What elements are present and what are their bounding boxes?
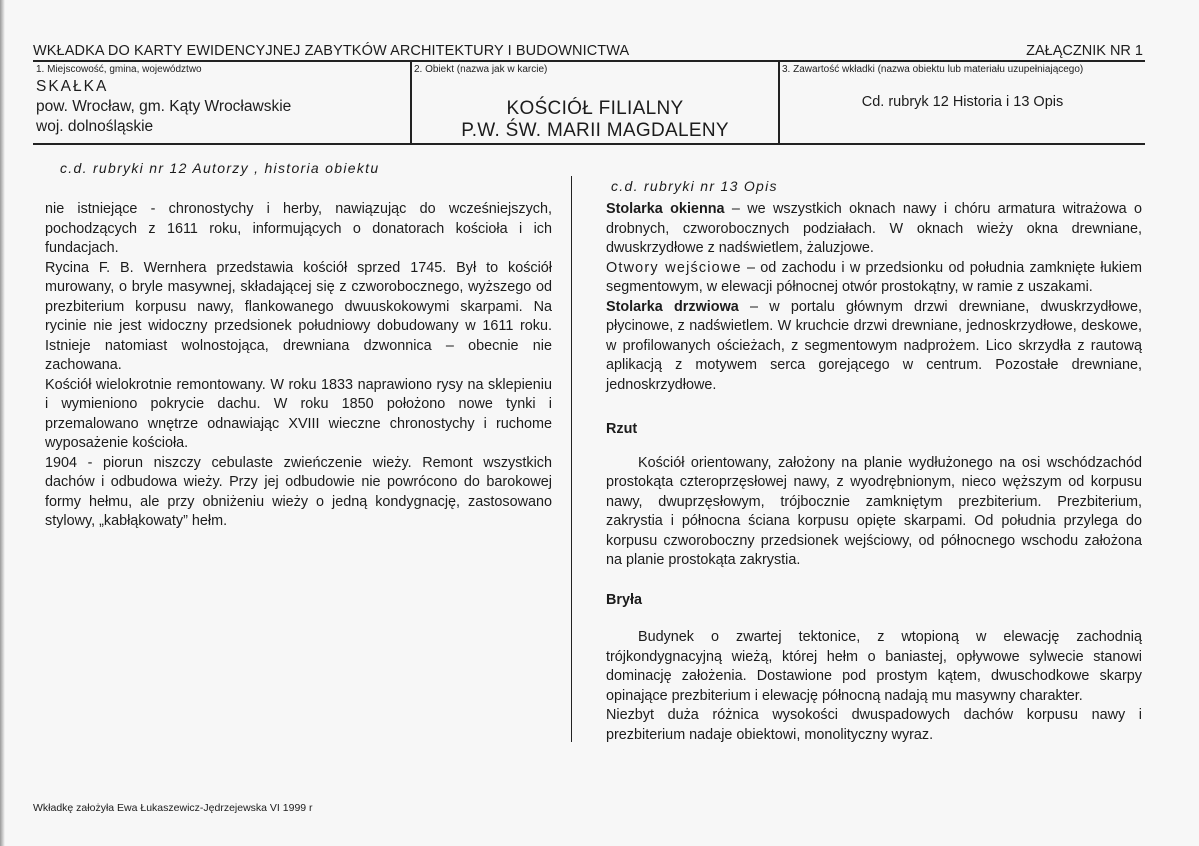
right-section-heading: c.d. rubryki nr 13 Opis [611, 178, 778, 194]
entrances-title: Otwory wejściowe [606, 259, 742, 276]
object-name-line1: KOŚCIÓŁ FILIALNY [506, 98, 684, 119]
description-text [606, 200, 1142, 745]
header-top-rule [33, 60, 1145, 62]
column-divider [571, 176, 572, 742]
object-name-line2: P.W. ŚW. MARII MAGDALENY [461, 120, 729, 141]
history-paragraph: 1904 - piorun niszczy cebulaste zwieńczenie wieży. Remont wszystkich dachów i odbudowa wieży. Przy jej odbudowie nie powrócono do barokowej formy hełmu, ale przy obniżeniu wieży o jedną kondygnację, zastosowano stylowy, „kabłąkowaty” hełm. [45, 454, 552, 529]
entrances-text: – od zachodu i w przedsionku od południa zamknięte łukiem segmentowym, w elewacji północnej otwór prostokątny, w ramie z uszakami. [606, 259, 1142, 295]
history-paragraph: Kościół wielokrotnie remontowany. W roku 1833 naprawiono rysy na sklepieniu i wymieniono pokrycie dachu. W roku 1850 położono nowe tynki i przemalowano wnętrze odnawiając XVIII wieczne chronostychy i ruchome wyposażenie kościoła. [45, 376, 552, 451]
history-paragraph: Rycina F. B. Wernhera przedstawia kościół sprzed 1745. Był to kościół murowany, o bryle masywnej, składającej się z czworobocznego, wyższego od prezbiterium korpusu nawy, flankowanego dwuuskokowymi skarpami. Na rycinie nie jest widoczny przedsionek południowy dobudowany w 1611 roku. Istnieje natomiast wolnostojąca, drewniana dzwonnica – obecnie nie zachowana. [45, 259, 552, 373]
door-joinery-title: Stolarka drzwiowa [606, 298, 739, 315]
header-bottom-rule [33, 143, 1145, 145]
plan-heading: Rzut [606, 421, 638, 437]
content-label: 3. Zawartość wkładki (nazwa obiektu lub materiału uzupełniającego) [782, 64, 1084, 75]
entrances-paragraph [606, 259, 1142, 298]
massing-text-continued: Niezbyt duża różnica wysokości dwuspadowych dachów korpusu nawy i prezbiterium nadaje obiektowi, monolityczny wyraz. [606, 707, 1142, 743]
scan-edge-shadow [0, 0, 5, 846]
window-joinery-title: Stolarka okienna [606, 201, 725, 217]
door-joinery-text: – w portalu głównym drzwi drewniane, dwuskrzydłowe, płycinowe, z nadświetlem. W kruchcie drzwi drewniane, jednoskrzydłowe, deskowe, w profilowanych ościeżach, z segmentowym nadprożem. Lico skrzydła z rautową aplikacją z motywem serca gorejącego w centrum. Pozostałe drewniane, jednoskrzydłowe. [606, 298, 1143, 393]
history-text [45, 200, 552, 532]
document-title: WKŁADKA DO KARTY EWIDENCYJNEJ ZABYTKÓW ARCHITEKTURY I BUDOWNICTWA [33, 43, 630, 59]
window-joinery-text: – we wszystkich oknach nawy i chóru armatura witrażowa o drobnych, czworobocznych podziałach. W oknach wieży okna drewniane, dwuskrzydłowe z nadświetlem, żaluzjowe. [606, 201, 1142, 256]
content-description: Cd. rubryk 12 Historia i 13 Opis [861, 94, 1064, 110]
place-name: SKAŁKA [36, 78, 109, 95]
place-voivodeship: woj. dolnośląskie [36, 118, 154, 135]
door-joinery-paragraph [606, 298, 1142, 396]
footer-author: Wkładkę założyła Ewa Łukaszewicz-Jędrzejewska VI 1999 r [33, 802, 313, 814]
massing-heading: Bryła [606, 591, 642, 608]
left-section-heading: c.d. rubryki nr 12 Autorzy , historia obiektu [60, 160, 380, 176]
annex-number: ZAŁĄCZNIK NR 1 [1026, 43, 1143, 59]
history-paragraph: nie istniejące - chronostychy i herby, nawiązując do wcześniejszych, pochodzących z 1611 roku, informujących o donatorach kościoła i ich fundacjach. [45, 201, 552, 256]
object-label: 2. Obiekt (nazwa jak w karcie) [414, 64, 548, 75]
place-district: pow. Wrocław, gm. Kąty Wrocławskie [36, 98, 292, 115]
place-label: 1. Miejscowość, gmina, województwo [36, 64, 202, 75]
plan-text: Kościół orientowany, założony na planie wydłużonego na osi wschódzachód prostokąta czteroprzęsłowej nawy, z wyodrębnionym, nieco węższym od korpusu nawy, dwuprzęsłowym, trójbocznie zamkniętym prezbiterium. Prezbiterium, zakrystia i północna ściana korpusu opięte skarpami. Od południa przylega do korpusu czworoboczny przedsionek wejściowy, od północnego wschodu założona na planie prostokąta zakrystia. [606, 454, 1142, 568]
window-joinery-paragraph [606, 200, 1142, 259]
massing-text: Budynek o zwartej tektonice, z wtopioną w elewację zachodnią trójkondygnacyjną wieżą, której hełm o baniastej, opływowe sylwecie stanowi dominację założenia. Dostawione pod prostym kątem, dwuschodkowe skarpy opinające prezbiterium i elewację północną nadają mu masywny charakter. [606, 629, 1142, 704]
